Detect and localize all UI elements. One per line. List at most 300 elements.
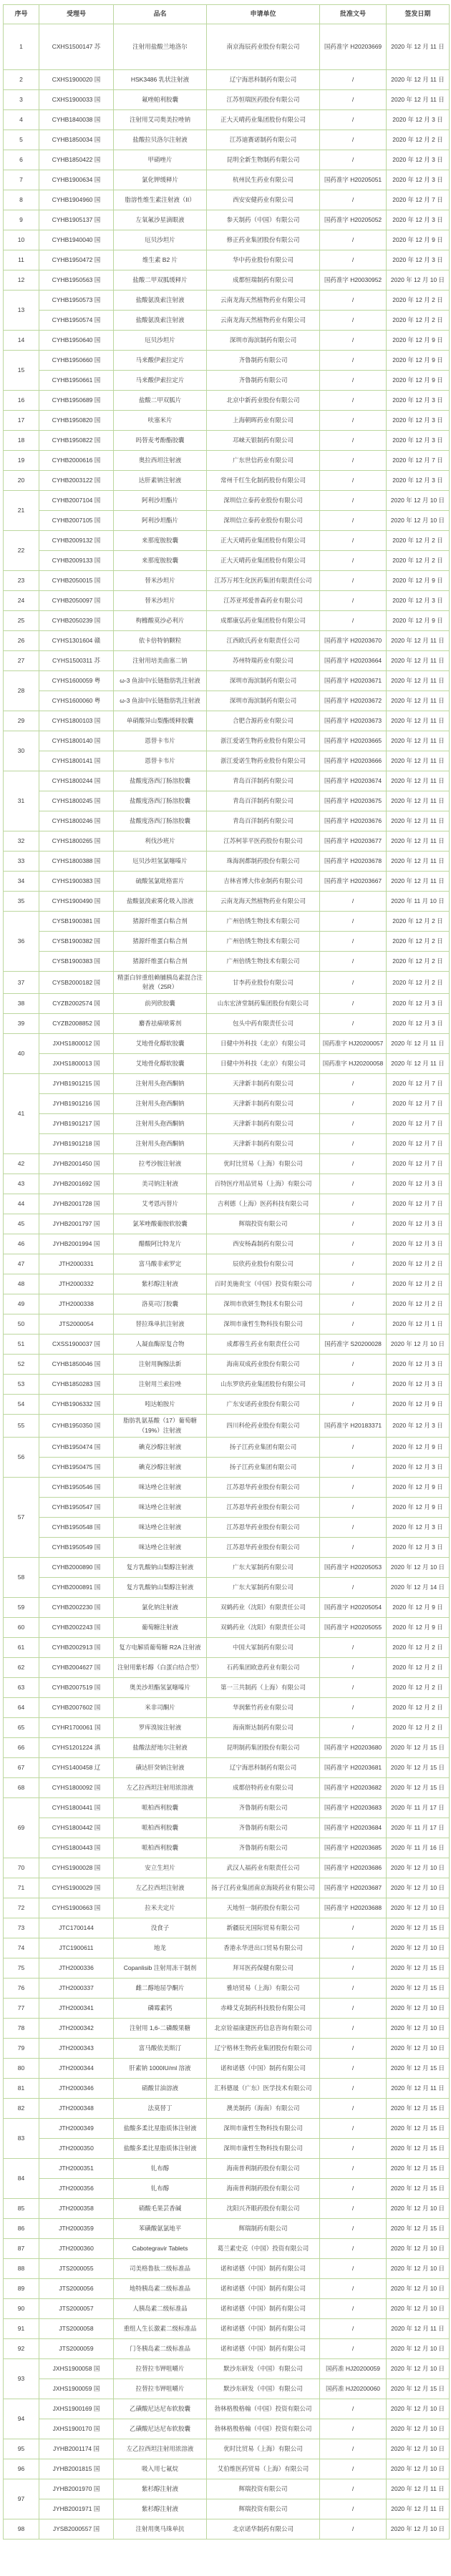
- table-row-group: [4, 651, 450, 671]
- product-name: 硝酸毛果芸香碱: [114, 2199, 207, 2219]
- row-entries: [39, 831, 450, 852]
- table-row-group: [4, 1438, 450, 1478]
- product-name: 维生素 B2 片: [114, 250, 207, 270]
- issue-date: 2020 年 12 月 11 日: [387, 872, 450, 892]
- product-name: 马来酸伊索拉定片: [114, 371, 207, 391]
- table-row: [39, 1598, 450, 1618]
- acceptance-number: JTH2000360: [39, 2239, 114, 2259]
- applicant-company: 浙江爱诺生物药业股份有限公司: [207, 731, 320, 751]
- acceptance-number: CYHB1850034 国: [39, 130, 114, 150]
- row-number: 73: [4, 1918, 39, 1938]
- applicant-company: 北京铨福康建医药信息咨询有限公司: [207, 2019, 320, 2039]
- row-number: 66: [4, 1738, 39, 1758]
- row-entries: [39, 1718, 450, 1738]
- row-entries: [39, 1214, 450, 1234]
- applicant-company: 优时比贸易（上海）有限公司: [207, 1154, 320, 1174]
- acceptance-number: JTC1700144: [39, 1918, 114, 1938]
- row-number: 98: [4, 2519, 39, 2540]
- applicant-company: 武汉人福药业有限责任公司: [207, 1858, 320, 1878]
- table-row: [39, 2139, 450, 2159]
- approval-number: /: [320, 1194, 387, 1214]
- acceptance-number: CYSB2000182 国: [39, 972, 114, 994]
- product-name: 注射用 1,6-二磷酸果糖: [114, 2019, 207, 2039]
- acceptance-number: JTS2000056: [39, 2279, 114, 2299]
- approval-number: 国药准字 H20203683: [320, 1798, 387, 1818]
- table-row: [39, 1538, 450, 1558]
- approval-number: /: [320, 110, 387, 130]
- applicant-company: 赤峰艾克制药科技股份有限公司: [207, 1999, 320, 2019]
- row-entries: [39, 2399, 450, 2439]
- approval-number: /: [320, 331, 387, 351]
- acceptance-number: CXSS1900037 国: [39, 1335, 114, 1355]
- row-number: 67: [4, 1758, 39, 1778]
- issue-date: 2020 年 12 月 1 日: [387, 1314, 450, 1335]
- table-row: [39, 1134, 450, 1154]
- row-number: 90: [4, 2299, 39, 2319]
- approval-number: /: [320, 892, 387, 912]
- product-name: 咪达唑仑注射液: [114, 1538, 207, 1558]
- approval-number: /: [320, 2279, 387, 2299]
- row-entries: [39, 1194, 450, 1214]
- table-row: [39, 1518, 450, 1538]
- table-row: [39, 371, 450, 391]
- table-row-group: [4, 1194, 450, 1214]
- row-number: 48: [4, 1274, 39, 1294]
- product-name: 恩替卡韦片: [114, 751, 207, 771]
- approval-number: 国药准字 H20205054: [320, 1598, 387, 1618]
- table-row-group: [4, 1274, 450, 1294]
- product-name: 罗库溴铵注射液: [114, 1718, 207, 1738]
- acceptance-number: CYHB2050097 国: [39, 591, 114, 611]
- row-entries: [39, 2299, 450, 2319]
- table-row-group: [4, 531, 450, 571]
- row-entries: [39, 170, 450, 190]
- row-entries: [39, 531, 450, 571]
- applicant-company: 第一三共制药（上海）有限公司: [207, 1678, 320, 1698]
- row-number: 21: [4, 491, 39, 531]
- product-name: 厄贝沙坦片: [114, 230, 207, 250]
- applicant-company: 山东罗欣药业集团股份有限公司: [207, 1375, 320, 1395]
- acceptance-number: JTH2000344: [39, 2059, 114, 2079]
- row-number: 31: [4, 771, 39, 831]
- row-number: 26: [4, 631, 39, 651]
- product-name: 盐酸氨溴索雾化吸入溶液: [114, 892, 207, 912]
- table-row: [39, 2299, 450, 2319]
- acceptance-number: CYSB1900381 国: [39, 912, 114, 932]
- table-row: [39, 1194, 450, 1214]
- acceptance-number: JXHS1800012 国: [39, 1034, 114, 1054]
- applicant-company: 诺和诺德（中国）制药有限公司: [207, 2259, 320, 2279]
- product-name: 吗替麦考酚酯胶囊: [114, 431, 207, 451]
- applicant-company: 勃林格殷格翰（中国）投资有限公司: [207, 2419, 320, 2439]
- applicant-company: 诺和诺德（中国）制药有限公司: [207, 2339, 320, 2359]
- approval-number: /: [320, 1014, 387, 1034]
- table-row-group: [4, 291, 450, 331]
- table-row: [39, 2359, 450, 2379]
- row-number: 96: [4, 2459, 39, 2479]
- acceptance-number: CYHB2007105 国: [39, 511, 114, 531]
- table-row: [39, 1174, 450, 1194]
- acceptance-number: JTS2000058: [39, 2319, 114, 2339]
- acceptance-number: JXHS1900170 国: [39, 2419, 114, 2439]
- product-name: 盐酸度洛西汀肠溶胶囊: [114, 811, 207, 831]
- table-row: [39, 671, 450, 691]
- approval-number: /: [320, 2459, 387, 2479]
- row-entries: [39, 1034, 450, 1074]
- applicant-company: 广州倍绣生物技术有限公司: [207, 952, 320, 972]
- issue-date: 2020 年 12 月 2 日: [387, 130, 450, 150]
- issue-date: 2020 年 12 月 15 日: [387, 2099, 450, 2119]
- acceptance-number: CYHB1850283 国: [39, 1375, 114, 1395]
- applicant-company: 天地恒一制药股份有限公司: [207, 1898, 320, 1918]
- applicant-company: 山东宏济堂制药集团股份有限公司: [207, 994, 320, 1014]
- table-row-group: [4, 1958, 450, 1979]
- acceptance-number: CYHS1500311 苏: [39, 651, 114, 671]
- product-name: 来那度胺胶囊: [114, 551, 207, 571]
- product-name: 恩替卡韦片: [114, 731, 207, 751]
- table-row-group: [4, 1778, 450, 1798]
- table-row: [39, 270, 450, 291]
- approval-number: 国药准字 HJ20200057: [320, 1034, 387, 1054]
- issue-date: 2020 年 12 月 15 日: [387, 1758, 450, 1778]
- row-number: 27: [4, 651, 39, 671]
- product-name: 注射用培美曲塞二钠: [114, 651, 207, 671]
- applicant-company: 深圳市康哲生物科技有限公司: [207, 2119, 320, 2139]
- table-row: [39, 1314, 450, 1335]
- product-name: 钆布醇: [114, 2179, 207, 2199]
- acceptance-number: JYHB1901215 国: [39, 1074, 114, 1094]
- row-number: 3: [4, 90, 39, 110]
- product-name: 盐酸氨溴索注射液: [114, 311, 207, 331]
- applicant-company: 辉瑞投资有限公司: [207, 2499, 320, 2519]
- product-name: 阿利沙坦酯片: [114, 491, 207, 511]
- row-entries: [39, 2319, 450, 2339]
- product-name: 盐酸法舒地尔注射液: [114, 1738, 207, 1758]
- table-row-group: [4, 1698, 450, 1718]
- product-name: 利伐沙班片: [114, 831, 207, 852]
- acceptance-number: JTH2000346: [39, 2079, 114, 2099]
- product-name: 盐酸度洛西汀肠溶胶囊: [114, 771, 207, 791]
- applicant-company: 日健中外科技（北京）有限公司: [207, 1054, 320, 1074]
- row-entries: [39, 591, 450, 611]
- product-name: 脂溶性维生素注射液（II）: [114, 190, 207, 210]
- approval-number: /: [320, 1114, 387, 1134]
- applicant-company: 日健中外科技（北京）有限公司: [207, 1034, 320, 1054]
- product-name: 人凝血酶原复合物: [114, 1335, 207, 1355]
- row-entries: [39, 110, 450, 130]
- row-entries: [39, 1314, 450, 1335]
- applicant-company: 齐鲁制药有限公司: [207, 1818, 320, 1838]
- acceptance-number: JTH2000338: [39, 1294, 114, 1314]
- applicant-company: 艾伯维医药贸易（上海）有限公司: [207, 2459, 320, 2479]
- row-number: 41: [4, 1074, 39, 1154]
- issue-date: 2020 年 12 月 9 日: [387, 230, 450, 250]
- table-row: [39, 1618, 450, 1638]
- applicant-company: 齐鲁制药有限公司: [207, 1838, 320, 1858]
- issue-date: 2020 年 12 月 3 日: [387, 170, 450, 190]
- acceptance-number: CYHS1900383 国: [39, 872, 114, 892]
- product-name: 替拉珠单抗注射液: [114, 1314, 207, 1335]
- approval-number: /: [320, 250, 387, 270]
- applicant-company: 诺和诺德（中国）制药有限公司: [207, 2319, 320, 2339]
- issue-date: 2020 年 12 月 3 日: [387, 1174, 450, 1194]
- product-name: 注射用兰索拉唑: [114, 1375, 207, 1395]
- issue-date: 2020 年 12 月 15 日: [387, 2059, 450, 2079]
- issue-date: 2020 年 12 月 11 日: [387, 771, 450, 791]
- row-number: 11: [4, 250, 39, 270]
- issue-date: 2020 年 12 月 3 日: [387, 150, 450, 170]
- applicant-company: 江苏万邦生化医药集团有限责任公司: [207, 571, 320, 591]
- row-entries: [39, 2359, 450, 2399]
- acceptance-number: CYHB1950689 国: [39, 391, 114, 411]
- table-row: [39, 1154, 450, 1174]
- column-header-applicant: 申请单位: [207, 5, 320, 24]
- table-row-group: [4, 391, 450, 411]
- approval-number: /: [320, 411, 387, 431]
- product-name: 没食子: [114, 1918, 207, 1938]
- table-row-group: [4, 1174, 450, 1194]
- table-row-group: [4, 1678, 450, 1698]
- product-name: 地特胰岛素二级标准品: [114, 2279, 207, 2299]
- applicant-company: 青岛百洋制药有限公司: [207, 771, 320, 791]
- row-entries: [39, 731, 450, 771]
- applicant-company: 正大天晴药业集团股份有限公司: [207, 110, 320, 130]
- applicant-company: 云南龙海天然植物药业有限公司: [207, 311, 320, 331]
- row-entries: [39, 1438, 450, 1478]
- table-row: [39, 2479, 450, 2499]
- applicant-company: 上海朝晖药业有限公司: [207, 411, 320, 431]
- table-row: [39, 1458, 450, 1478]
- approval-number: /: [320, 2099, 387, 2119]
- table-row-group: [4, 471, 450, 491]
- issue-date: 2020 年 12 月 11 日: [387, 731, 450, 751]
- applicant-company: 深圳市康哲生物科技有限公司: [207, 1314, 320, 1335]
- row-entries: [39, 2259, 450, 2279]
- table-row: [39, 651, 450, 671]
- table-row-group: [4, 411, 450, 431]
- table-row-group: [4, 1878, 450, 1898]
- table-row: [39, 811, 450, 831]
- acceptance-number: CYHB1950661 国: [39, 371, 114, 391]
- table-row: [39, 1074, 450, 1094]
- column-header-approval-number: 批准文号: [320, 5, 387, 24]
- approval-number: /: [320, 1438, 387, 1458]
- approval-number: /: [320, 451, 387, 471]
- table-row-group: [4, 1254, 450, 1274]
- row-entries: [39, 1014, 450, 1034]
- row-entries: [39, 1958, 450, 1979]
- column-header-product-name: 品名: [114, 5, 207, 24]
- issue-date: 2020 年 12 月 15 日: [387, 1738, 450, 1758]
- applicant-company: 辽宁海思科制药有限公司: [207, 70, 320, 90]
- table-row: [39, 2219, 450, 2239]
- product-name: 咪达唑仑注射液: [114, 1478, 207, 1498]
- acceptance-number: CYHB1900634 国: [39, 170, 114, 190]
- approval-number: 国药准字 H20203684: [320, 1818, 387, 1838]
- row-number: 15: [4, 351, 39, 391]
- acceptance-number: CYHS1400458 辽: [39, 1758, 114, 1778]
- row-number: 10: [4, 230, 39, 250]
- row-entries: [39, 651, 450, 671]
- acceptance-number: CYHB2002230 国: [39, 1598, 114, 1618]
- applicant-company: 昆明制药集团股份有限公司: [207, 1738, 320, 1758]
- row-number: 39: [4, 1014, 39, 1034]
- applicant-company: 诺和诺德（中国）制药有限公司: [207, 2059, 320, 2079]
- applicant-company: 辉瑞投资有限公司: [207, 2479, 320, 2499]
- approval-table: [3, 4, 450, 2540]
- table-row-group: [4, 2199, 450, 2219]
- issue-date: 2020 年 12 月 3 日: [387, 110, 450, 130]
- table-row: [39, 1818, 450, 1838]
- approval-number: 国药准字 H20203664: [320, 651, 387, 671]
- issue-date: 2020 年 12 月 3 日: [387, 431, 450, 451]
- product-name: 复方电解质葡萄糖 R2A 注射液: [114, 1638, 207, 1658]
- table-row-group: [4, 1314, 450, 1335]
- issue-date: 2020 年 12 月 11 日: [387, 831, 450, 852]
- issue-date: 2020 年 12 月 7 日: [387, 1134, 450, 1154]
- row-entries: [39, 331, 450, 351]
- applicant-company: 广东大冢制药有限公司: [207, 1578, 320, 1598]
- applicant-company: 北京诺华制药有限公司: [207, 2519, 320, 2540]
- approval-number: 国药准字 H20203674: [320, 771, 387, 791]
- table-row-group: [4, 1478, 450, 1558]
- applicant-company: 石药集团欧意药业有限公司: [207, 1658, 320, 1678]
- acceptance-number: CYHS1600060 粤: [39, 691, 114, 711]
- product-name: 甲硝唑片: [114, 150, 207, 170]
- approval-number: /: [320, 2479, 387, 2499]
- table-row: [39, 892, 450, 912]
- row-entries: [39, 2519, 450, 2540]
- acceptance-number: CYHB2007104 国: [39, 491, 114, 511]
- table-row-group: [4, 1598, 450, 1618]
- table-row: [39, 2499, 450, 2519]
- applicant-company: 深圳市海滨制药有限公司: [207, 671, 320, 691]
- acceptance-number: CYHB1904960 国: [39, 190, 114, 210]
- row-entries: [39, 291, 450, 331]
- applicant-company: 江西欧氏药业有限责任公司: [207, 631, 320, 651]
- row-number: 29: [4, 711, 39, 731]
- product-name: 司美格鲁肽二级标准品: [114, 2259, 207, 2279]
- table-row: [39, 2459, 450, 2479]
- issue-date: 2020 年 12 月 15 日: [387, 1958, 450, 1979]
- table-row: [39, 24, 450, 70]
- table-row: [39, 1878, 450, 1898]
- applicant-company: 海南斯达制药有限公司: [207, 1718, 320, 1738]
- table-row: [39, 351, 450, 371]
- applicant-company: 成都恒瑞制药有限公司: [207, 270, 320, 291]
- product-name: 注射用紫杉醇（白蛋白结合型）: [114, 1658, 207, 1678]
- acceptance-number: CYHB2002243 国: [39, 1618, 114, 1638]
- product-name: 氯化钠注射液: [114, 1598, 207, 1618]
- applicant-company: 江苏亚邦爱普森药业有限公司: [207, 591, 320, 611]
- approval-number: /: [320, 1678, 387, 1698]
- row-number: 45: [4, 1214, 39, 1234]
- row-entries: [39, 210, 450, 230]
- issue-date: 2020 年 12 月 2 日: [387, 1638, 450, 1658]
- issue-date: 2020 年 12 月 10 日: [387, 2279, 450, 2299]
- row-entries: [39, 1254, 450, 1274]
- row-entries: [39, 2339, 450, 2359]
- table-row-group: [4, 1638, 450, 1658]
- row-entries: [39, 451, 450, 471]
- row-entries: [39, 190, 450, 210]
- acceptance-number: JTH2000332: [39, 1274, 114, 1294]
- applicant-company: 诺和诺德（中国）制药有限公司: [207, 2279, 320, 2299]
- table-row: [39, 731, 450, 751]
- applicant-company: 拜耳医药保健有限公司: [207, 1958, 320, 1979]
- row-number: 65: [4, 1718, 39, 1738]
- table-row: [39, 831, 450, 852]
- issue-date: 2020 年 12 月 7 日: [387, 1114, 450, 1134]
- row-number: 61: [4, 1638, 39, 1658]
- table-row-group: [4, 2099, 450, 2119]
- issue-date: 2020 年 12 月 11 日: [387, 811, 450, 831]
- row-entries: [39, 130, 450, 150]
- acceptance-number: CYHB2007602 国: [39, 1698, 114, 1718]
- row-entries: [39, 1558, 450, 1598]
- issue-date: 2020 年 12 月 10 日: [387, 2459, 450, 2479]
- applicant-company: 正大天晴药业集团股份有限公司: [207, 531, 320, 551]
- approval-number: 国药准字 H20203677: [320, 831, 387, 852]
- table-row-group: [4, 671, 450, 711]
- approval-number: /: [320, 1074, 387, 1094]
- row-entries: [39, 1658, 450, 1678]
- issue-date: 2020 年 12 月 9 日: [387, 351, 450, 371]
- acceptance-number: CYHS1800245 国: [39, 791, 114, 811]
- product-name: 吲达帕胺片: [114, 1395, 207, 1415]
- row-entries: [39, 571, 450, 591]
- table-row: [39, 2279, 450, 2299]
- issue-date: 2020 年 12 月 2 日: [387, 1698, 450, 1718]
- approval-number: /: [320, 1999, 387, 2019]
- approval-number: 国药准字 H20203678: [320, 852, 387, 872]
- product-name: 阿利沙坦酯片: [114, 511, 207, 531]
- approval-number: /: [320, 2239, 387, 2259]
- issue-date: 2020 年 12 月 2 日: [387, 291, 450, 311]
- issue-date: 2020 年 12 月 10 日: [387, 2299, 450, 2319]
- row-entries: [39, 2219, 450, 2239]
- row-entries: [39, 1154, 450, 1174]
- applicant-company: 辉瑞投资有限公司: [207, 1214, 320, 1234]
- table-row: [39, 1838, 450, 1858]
- table-row: [39, 431, 450, 451]
- issue-date: 2020 年 12 月 15 日: [387, 2179, 450, 2199]
- table-row: [39, 250, 450, 270]
- product-name: 呋塞米片: [114, 411, 207, 431]
- issue-date: 2020 年 11 月 10 日: [387, 892, 450, 912]
- approval-number: /: [320, 1538, 387, 1558]
- row-number: 14: [4, 331, 39, 351]
- row-number: 47: [4, 1254, 39, 1274]
- row-entries: [39, 771, 450, 831]
- row-number: 50: [4, 1314, 39, 1335]
- issue-date: 2020 年 12 月 2 日: [387, 1678, 450, 1698]
- approval-number: /: [320, 1578, 387, 1598]
- table-row-group: [4, 2399, 450, 2439]
- issue-date: 2020 年 12 月 2 日: [387, 1658, 450, 1678]
- issue-date: 2020 年 12 月 11 日: [387, 651, 450, 671]
- table-row-group: [4, 1658, 450, 1678]
- product-name: HSK3486 乳状注射液: [114, 70, 207, 90]
- table-row: [39, 611, 450, 631]
- issue-date: 2020 年 12 月 10 日: [387, 1898, 450, 1918]
- acceptance-number: JXHS1900169 国: [39, 2399, 114, 2419]
- applicant-company: 天津新丰制药有限公司: [207, 1094, 320, 1114]
- acceptance-number: JXHS1900058 国: [39, 2359, 114, 2379]
- table-row: [39, 331, 450, 351]
- applicant-company: 双鹤药业（沈阳）有限责任公司: [207, 1598, 320, 1618]
- applicant-company: 深圳市海滨制药有限公司: [207, 691, 320, 711]
